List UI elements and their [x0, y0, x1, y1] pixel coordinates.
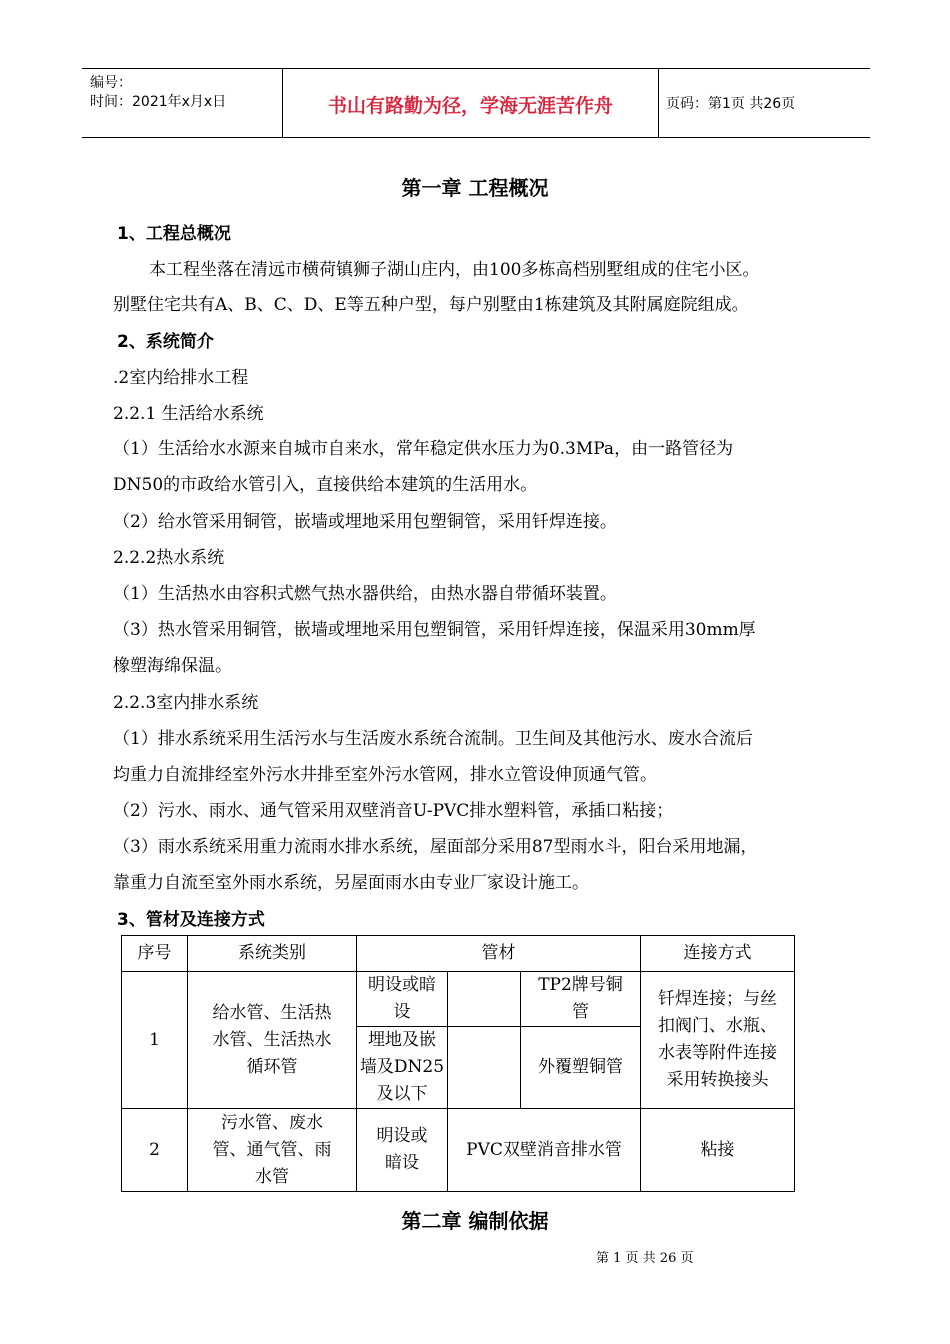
page-header — [82, 68, 870, 138]
table-cell: 外覆塑铜管 — [521, 1027, 641, 1109]
table-row — [122, 1109, 795, 1192]
paragraph: 均重力自流排经室外污水井排至室外污水管网，排水立管设伸顶通气管。 — [113, 765, 657, 785]
paragraph: （2）给水管采用铜管，嵌墙或埋地采用包塑铜管，采用钎焊连接。 — [113, 512, 617, 532]
table-header-cell: 连接方式 — [641, 936, 795, 972]
table-cell: TP2牌号铜 管 — [521, 972, 641, 1027]
paragraph: 橡塑海绵保温。 — [113, 656, 232, 676]
paragraph: （3）热水管采用铜管，嵌墙或埋地采用包塑铜管，采用钎焊连接，保温采用30mm厚 — [113, 620, 756, 640]
paragraph: 别墅住宅共有A、B、C、D、E等五种户型，每户别墅由1栋建筑及其附属庭院组成。 — [113, 295, 749, 315]
paragraph: （2）污水、雨水、通气管采用双壁消音U-PVC排水塑料管，承插口粘接； — [113, 801, 674, 821]
table-cell: 埋地及嵌 墙及DN25 及以下 — [357, 1027, 448, 1109]
pipe-material-table — [121, 935, 795, 1192]
document-number: 编号： — [90, 75, 132, 91]
header-meta-cell — [82, 69, 283, 137]
table-cell: 2 — [122, 1109, 188, 1192]
chapter-2-title: 第二章 编制依据 — [401, 1209, 549, 1233]
table-cell — [448, 972, 521, 1027]
section-3-title: 3、管材及连接方式 — [117, 910, 265, 930]
table-header-cell: 系统类别 — [188, 936, 357, 972]
table-header-cell: 管材 — [357, 936, 641, 972]
paragraph: （3）雨水系统采用重力流雨水排水系统，屋面部分采用87型雨水斗，阳台采用地漏， — [113, 837, 758, 857]
header-motto-cell — [283, 69, 659, 137]
section-1-title: 1、工程总概况 — [117, 224, 231, 244]
paragraph: 本工程坐落在清远市横荷镇狮子湖山庄内，由100多栋高档别墅组成的住宅小区。 — [149, 260, 760, 280]
table-cell: 明设或暗 设 — [357, 972, 448, 1027]
paragraph: DN50的市政给水管引入，直接供给本建筑的生活用水。 — [113, 475, 538, 495]
header-page-info: 页码：第1页 共26页 — [666, 96, 796, 112]
table-header-cell: 序号 — [122, 936, 188, 972]
table-row — [122, 972, 795, 1027]
subsection-title: .2室内给排水工程 — [113, 368, 249, 388]
motto: 书山有路勤为径，学海无涯苦作舟 — [327, 95, 613, 117]
subsection-title: 2.2.3室内排水系统 — [113, 693, 259, 713]
chapter-1-title: 第一章 工程概况 — [401, 176, 549, 200]
table-cell: 明设或 暗设 — [357, 1109, 448, 1192]
paragraph: （1）排水系统采用生活污水与生活废水系统合流制。卫生间及其他污水、废水合流后 — [113, 729, 753, 749]
paragraph: 靠重力自流至室外雨水系统，另屋面雨水由专业厂家设计施工。 — [113, 873, 589, 893]
table-header-row — [122, 936, 795, 972]
table-cell: 给水管、生活热 水管、生活热水 循环管 — [188, 972, 357, 1109]
paragraph: （1）生活给水水源来自城市自来水，常年稳定供水压力为0.3MPa，由一路管径为 — [113, 439, 734, 459]
paragraph: （1）生活热水由容积式燃气热水器供给，由热水器自带循环装置。 — [113, 584, 617, 604]
subsection-title: 2.2.2热水系统 — [113, 548, 225, 568]
subsection-title: 2.2.1 生活给水系统 — [113, 404, 264, 424]
page-footer: 第 1 页 共 26 页 — [596, 1251, 694, 1266]
table-cell: 粘接 — [641, 1109, 795, 1192]
table-cell: PVC双壁消音排水管 — [448, 1109, 641, 1192]
document-date: 时间：2021年x月x日 — [90, 94, 227, 110]
table-cell: 污水管、废水 管、通气管、雨 水管 — [188, 1109, 357, 1192]
section-2-title: 2、系统简介 — [117, 332, 214, 352]
table-cell: 1 — [122, 972, 188, 1109]
table-cell: 钎焊连接；与丝 扣阀门、水瓶、 水表等附件连接 采用转换接头 — [641, 972, 795, 1109]
table-cell — [448, 1027, 521, 1109]
